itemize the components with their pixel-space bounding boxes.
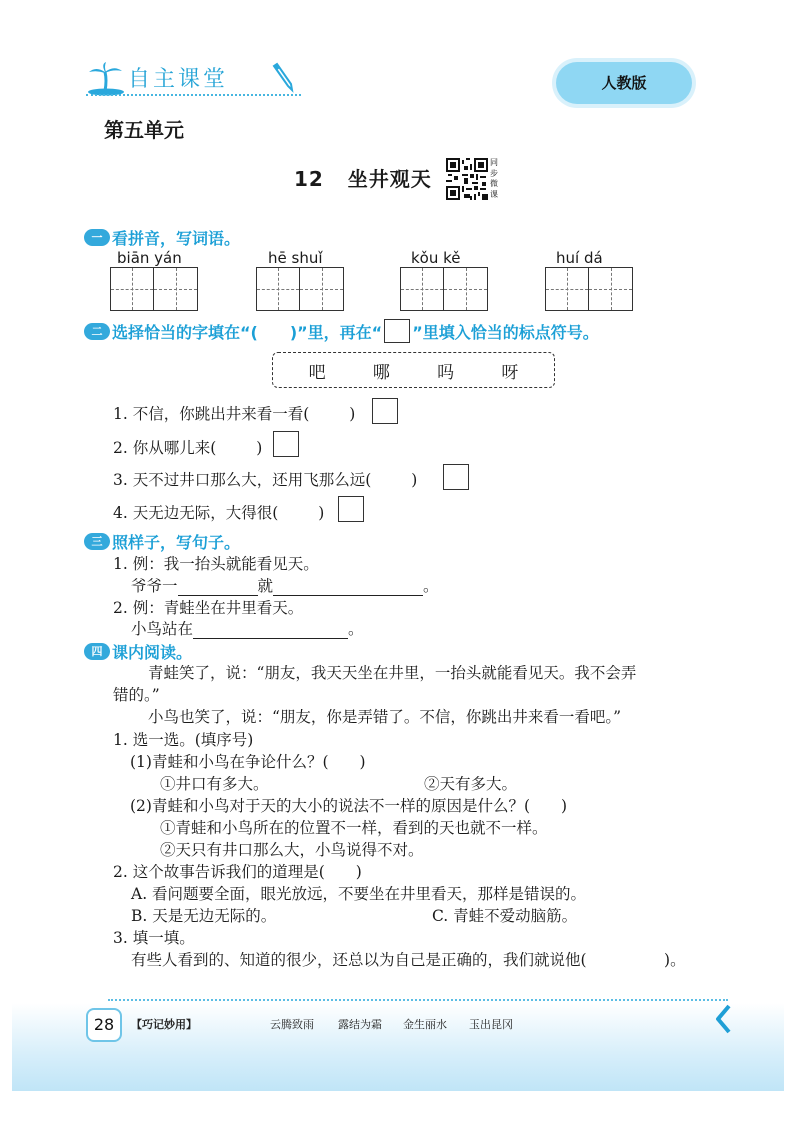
header-divider [86, 94, 301, 96]
fill-item-3 [113, 468, 417, 490]
section-3-heading [84, 530, 240, 553]
rewrite-line-2 [131, 617, 364, 639]
fill-item-4 [113, 501, 324, 523]
fill-item-close: ) [349, 405, 356, 423]
question-3-text: 有些人看到的、知道的很少，还总以为自己是正确的，我们就说他( )。 [131, 951, 686, 969]
fill-item-1 [113, 402, 355, 424]
rewrite-end: 。 [348, 620, 364, 638]
section-2-heading [84, 319, 599, 343]
answer-blank[interactable] [273, 580, 423, 596]
footer-idiom: 金生丽水 [403, 1018, 447, 1031]
section-badge: 三 [84, 533, 110, 550]
qr-label: 同步微课 [490, 158, 498, 199]
option-2-a[interactable]: A. 看问题要全面，眼光放远，不要坐在井里看天，那样是错误的。 [131, 885, 587, 903]
pencil-icon [268, 60, 298, 94]
lesson-title [294, 163, 432, 192]
footer-idiom: 云腾致雨 [270, 1018, 314, 1031]
option-1-2-b[interactable]: ②天只有井口那么大，小鸟说得不对。 [160, 841, 424, 859]
answer-blank[interactable] [193, 623, 348, 639]
footer-idiom: 露结为霜 [338, 1018, 382, 1031]
unit-title: 第五单元 [104, 118, 184, 142]
punctuation-box-3[interactable] [443, 464, 469, 490]
question-1: 1. 选一选。(填序号) [113, 731, 254, 749]
section-title: 课内阅读。 [112, 643, 193, 662]
section-4-heading [84, 640, 192, 663]
fill-item-text: 3. 天不过井口那么大，还用飞那么远( [113, 471, 372, 489]
page-number: 28 [86, 1008, 122, 1042]
fill-item-2 [113, 436, 262, 458]
footer-tag: 【巧记妙用】 [131, 1018, 197, 1031]
rewrite-end: 。 [423, 577, 439, 595]
section-badge: 四 [84, 643, 110, 660]
footer-idiom: 玉出昆冈 [469, 1018, 513, 1031]
question-3: 3. 填一填。 [113, 929, 195, 947]
footer-band [12, 1003, 784, 1091]
reading-paragraph-2: 小鸟也笑了，说：“朋友，你是弄错了。不信，你跳出井来看一看吧。” [148, 708, 622, 726]
edition-badge: 人教版 [556, 62, 692, 104]
writing-grid-4[interactable] [545, 267, 633, 311]
option-1-1-a[interactable]: ①井口有多大。 [160, 775, 269, 793]
pinyin-1: biān yán [117, 249, 182, 267]
section-title-part-b: ”里填入恰当的标点符号。 [412, 322, 599, 342]
section-title: 照样子，写句子。 [112, 533, 241, 552]
fill-item-close: ) [256, 439, 263, 457]
example-1: 1. 例：我一抬头就能看见天。 [113, 555, 319, 573]
pinyin-4: huí dá [556, 249, 603, 267]
pinyin-3: kǒu kě [411, 249, 461, 267]
writing-grid-2[interactable] [256, 267, 344, 311]
section-1-heading [84, 226, 240, 249]
word-options-box [272, 352, 555, 388]
fill-item-close: ) [411, 471, 418, 489]
answer-blank[interactable] [178, 580, 258, 596]
word-option: 吧 [308, 362, 326, 383]
reading-paragraph-1-line-1: 青蛙笑了，说：“朋友，我天天坐在井里，一抬头就能看见天。我不会弄 [148, 664, 637, 682]
palm-tree-icon [86, 62, 126, 96]
writing-grid-3[interactable] [400, 267, 488, 311]
fill-item-close: ) [318, 504, 325, 522]
question-1-1: (1)青蛙和小鸟在争论什么？( ) [130, 753, 366, 771]
option-1-1-b[interactable]: ②天有多大。 [424, 775, 518, 793]
word-option: 哪 [372, 362, 390, 383]
word-option: 呀 [501, 362, 519, 383]
rewrite-middle: 就 [257, 577, 274, 595]
fill-item-text: 4. 天无边无际，大得很( [113, 504, 279, 522]
footer-divider [108, 999, 728, 1001]
option-2-c[interactable]: C. 青蛙不爱动脑筋。 [432, 907, 578, 925]
reading-paragraph-1-line-2: 错的。” [113, 686, 160, 704]
pinyin-2: hē shuǐ [268, 249, 323, 267]
punctuation-box-1[interactable] [372, 398, 398, 424]
section-badge: 二 [84, 323, 110, 340]
example-2: 2. 例：青蛙坐在井里看天。 [113, 599, 304, 617]
question-1-2: (2)青蛙和小鸟对于天的大小的说法不一样的原因是什么？( ) [130, 797, 568, 815]
qr-code-icon[interactable] [446, 158, 488, 200]
lesson-number: 12 [294, 167, 324, 191]
section-badge: 一 [84, 229, 110, 246]
rewrite-prefix: 小鸟站在 [131, 620, 194, 638]
rewrite-prefix: 爷爷一 [131, 577, 178, 595]
lesson-name: 坐井观天 [347, 167, 432, 191]
fill-item-text: 2. 你从哪儿来( [113, 439, 217, 457]
punctuation-box-4[interactable] [338, 496, 364, 522]
option-1-2-a[interactable]: ①青蛙和小鸟所在的位置不一样，看到的天也就不一样。 [160, 819, 548, 837]
word-option: 吗 [437, 362, 455, 383]
punctuation-box-sample [384, 319, 410, 343]
punctuation-box-2[interactable] [273, 431, 299, 457]
fill-item-text: 1. 不信，你跳出井来看一看( [113, 405, 310, 423]
writing-grid-1[interactable] [110, 267, 198, 311]
question-2: 2. 这个故事告诉我们的道理是( ) [113, 863, 362, 881]
section-title-part-a: 选择恰当的字填在“( )”里，再在“ [112, 322, 383, 342]
rewrite-line-1 [131, 574, 439, 596]
section-title: 看拼音，写词语。 [112, 229, 241, 248]
option-2-b[interactable]: B. 天是无边无际的。 [131, 907, 277, 925]
chevron-left-icon[interactable] [714, 1004, 734, 1034]
brand-title: 自主课堂 [128, 67, 229, 92]
